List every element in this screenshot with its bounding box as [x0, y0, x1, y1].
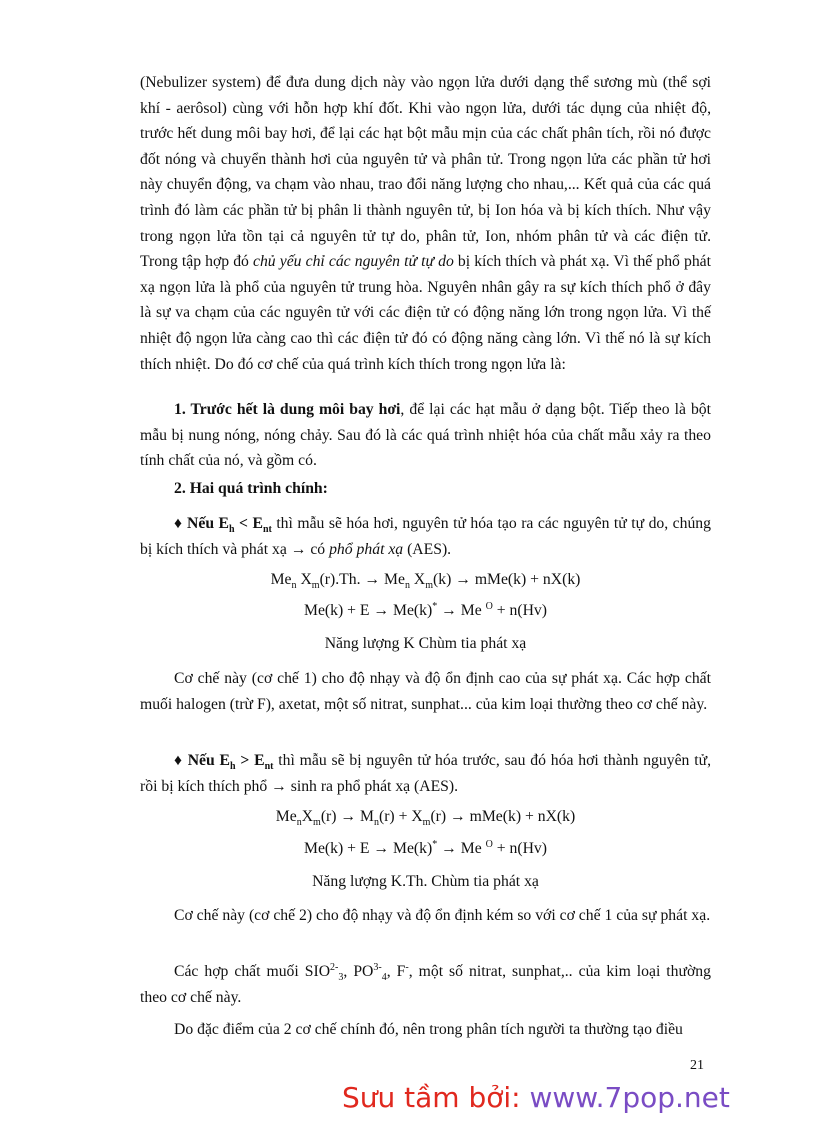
case-1-italic: phổ phát xạ — [329, 540, 404, 558]
eq1-c: (r).Th. → Me — [319, 571, 405, 588]
sub-nt: nt — [264, 761, 274, 773]
eq2-sup: * — [432, 600, 438, 612]
eq1-s1: n — [291, 580, 297, 592]
eq5-a: Me(k) + E → Me(k) — [304, 840, 433, 857]
case-1-text: thì mẫu sẽ hóa hơi, nguyên tử hóa tạo ra các nguyên tử tự do, chúng bị kích thích và phát xạ → có — [140, 515, 711, 558]
eq2-c: + n(Hv) — [492, 602, 547, 619]
eq2-b: → Me — [437, 602, 486, 619]
eq4-s3: n — [373, 817, 379, 829]
eq4-e: (r) → mMe(k) + nX(k) — [430, 808, 576, 825]
point-1-text: , để lại các hạt mẫu ở dạng bột. Tiếp theo là bột mẫu bị nung nóng, nóng chảy. Sau đó là các quá trình nhiệt hóa của chất mẫu xảy ra theo tính chất của nó, và gồm có. — [140, 401, 711, 470]
watermark-prefix: Sưu tầm bởi: — [342, 1081, 530, 1114]
eq1-s4: m — [425, 580, 433, 592]
case-1-end: (AES). — [403, 540, 452, 558]
salts-a: Các hợp chất muối SIO — [174, 963, 331, 980]
sub-h: h — [230, 761, 236, 773]
eq4-b: X — [301, 808, 314, 825]
intro-italic: chủ yếu chỉ các nguyên tử tự do — [253, 253, 454, 271]
eq1-e: (k) → mMe(k) + nX(k) — [433, 571, 581, 588]
eq4-s4: m — [422, 817, 431, 829]
salts-b: , PO — [343, 963, 374, 980]
equation-2 — [140, 600, 711, 622]
eq2-a: Me(k) + E → Me(k) — [304, 602, 433, 619]
paragraph-last — [140, 1017, 711, 1043]
salts-c: , F — [386, 963, 406, 980]
eq1-s2: m — [311, 580, 320, 592]
equation-5 — [140, 838, 711, 860]
case-2-operator: > E — [235, 752, 265, 769]
diamond-bullet-icon: ♦ — [174, 515, 188, 532]
case-2-label: Nếu E — [187, 752, 230, 769]
eq4-a: Me — [275, 808, 297, 825]
salts-d: , một số nitrat, sunphat,.. của kim loại thường theo cơ chế này. — [140, 963, 711, 1006]
point-2-heading: 2. Hai quá trình chính: — [174, 480, 328, 497]
eq5-sup: * — [432, 838, 438, 850]
salts-sub2: 4 — [381, 972, 387, 984]
point-1-heading: 1. Trước hết là dung môi bay hơi — [174, 401, 401, 418]
eq1-a: Me — [270, 571, 292, 588]
paragraph-salts — [140, 959, 711, 1010]
equation-3: Năng lượng K Chùm tia phát xạ — [324, 635, 527, 652]
diamond-bullet-icon: ♦ — [174, 752, 188, 769]
eq5-c: + n(Hv) — [492, 840, 547, 857]
last-line-text: Do đặc điểm của 2 cơ chế chính đó, nên trong phân tích người ta thường tạo điều — [174, 1021, 683, 1038]
mechanism-2-text: Cơ chế này (cơ chế 2) cho độ nhạy và độ ổn định kém so với cơ chế 1 của sự phát xạ. — [174, 907, 711, 924]
intro-text: (Nebulizer system) để đưa dung dịch này vào ngọn lửa dưới dạng thể sương mù (thể sợi khí - aerôsol) cùng với hỗn hợp khí đốt. Khi vào ngọn lửa, dưới tác dụng của nhiệt độ, trước hết dung môi bay hơi, để lại các hạt bột mẫu mịn của các chất phân tích, rồi nó được đốt nóng và chuyển thành hơi của nguyên tử và phân tử. Trong ngọn lửa các phần tử hơi này chuyển động, va chạm vào nhau, trao đổi năng lượng cho nhau,... Kết quả của các quá trình đó làm các phần tử bị phân li thành nguyên tử, bị Ion hóa và bị kích thích. Như vậy trong ngọn lửa tồn tại cả nguyên tử tự do, phân tử, Ion, nhóm phân tử và các điện tử. Trong tập hợp đó — [140, 74, 711, 271]
eq5-b: → Me — [437, 840, 486, 857]
eq4-s1: n — [296, 817, 302, 829]
eq1-d: X — [409, 571, 426, 588]
eq2-sup2: O — [485, 600, 493, 612]
case-1-label: Nếu E — [187, 515, 230, 532]
equation-6: Năng lượng K.Th. Chùm tia phát xạ — [312, 873, 539, 890]
paragraph-point-2 — [140, 476, 711, 502]
eq4-s2: m — [313, 817, 321, 829]
salts-sup2: 3- — [373, 961, 382, 973]
eq5-sup2: O — [485, 838, 493, 850]
eq4-c: (r) → M — [320, 808, 374, 825]
salts-sub1: 3 — [338, 972, 344, 984]
case-1-operator: < E — [234, 515, 263, 532]
salts-sup3: - — [405, 961, 409, 973]
paragraph-mechanism-2 — [140, 903, 711, 929]
sub-h: h — [229, 524, 235, 536]
case-2-text: thì mẫu sẽ bị nguyên tử hóa trước, sau đó hóa hơi thành nguyên tử, rồi bị kích thích phổ → sinh ra phổ phát xạ (AES). — [140, 752, 711, 795]
eq4-d: (r) + X — [378, 808, 423, 825]
intro-text-end: bị kích thích và phát xạ. Vì thế phổ phát xạ ngọn lửa là phổ của nguyên tử trung hòa. Nguyên nhân gây ra sự kích thích phổ ở đây là sự va chạm của các nguyên tử với các điện tử có động năng lớn trong ngọn lửa. Vì thế nhiệt độ ngọn lửa càng cao thì các điện tử đó có động năng càng lớn. Vì thế nó là sự kích thích nhiệt. Do đó cơ chế của quá trình kích thích trong ngọn lửa là: — [140, 253, 711, 373]
watermark — [342, 1078, 730, 1118]
paragraph-mechanism-1 — [140, 666, 711, 717]
eq1-b: X — [296, 571, 312, 588]
paragraph-point-1 — [140, 397, 711, 474]
equation-1 — [140, 569, 711, 591]
eq1-s3: n — [404, 580, 410, 592]
paragraph-intro — [140, 70, 711, 377]
sub-nt: nt — [262, 524, 272, 536]
salts-sup1: 2- — [330, 961, 339, 973]
watermark-site-link[interactable]: www.7pop.net — [529, 1081, 730, 1114]
page-number: 21 — [690, 1058, 704, 1073]
mechanism-1-text: Cơ chế này (cơ chế 1) cho độ nhạy và độ ổn định cao của sự phát xạ. Các hợp chất muối halogen (trừ F), axetat, một số nitrat, sunphat... của kim loại thường theo cơ chế này. — [140, 670, 711, 713]
equation-4 — [140, 806, 711, 828]
paragraph-case-2 — [140, 748, 711, 799]
paragraph-case-1 — [140, 511, 711, 562]
